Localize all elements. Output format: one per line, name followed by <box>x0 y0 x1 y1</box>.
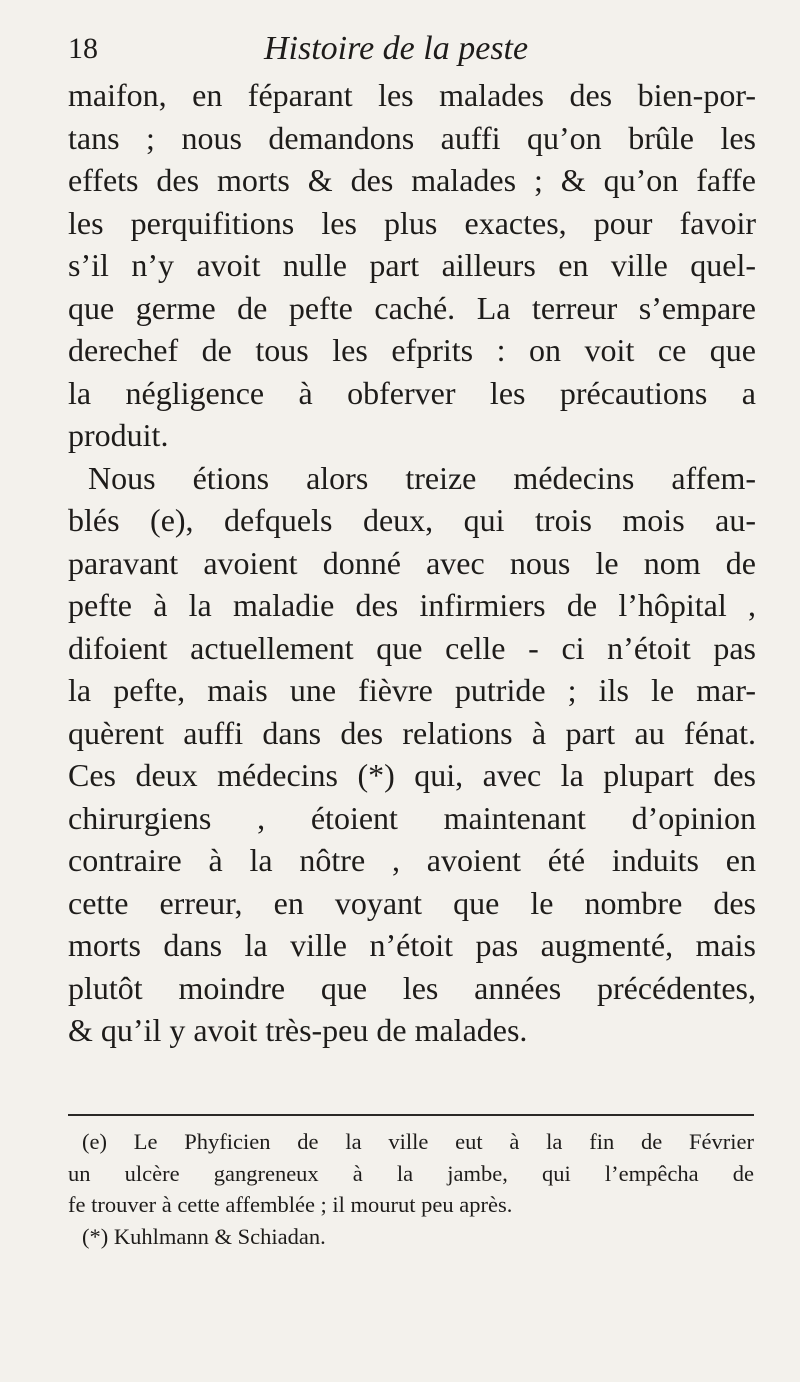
text-line: cette erreur, en voyant que le nombre des <box>68 884 756 921</box>
text-line: que germe de pefte caché. La terreur s’empare <box>68 289 756 326</box>
text-line: derechef de tous les efprits : on voit ce que <box>68 332 756 368</box>
text-line: les perquifitions les plus exactes, pour favoir <box>68 204 756 241</box>
text-line: blés (e), defquels deux, qui trois mois au- <box>68 502 756 538</box>
text-line: contraire à la nôtre , avoient été induits en <box>68 842 756 878</box>
text-line: produit. <box>68 417 169 453</box>
running-title: Histoire de la peste <box>264 30 529 67</box>
footnote-line: (e) Le Phyficien de la ville eut à la fin de Février <box>82 1129 754 1154</box>
text-line: quèrent auffi dans des relations à part au fénat. <box>68 714 756 751</box>
text-line: morts dans la ville n’étoit pas augmenté, mais <box>68 927 756 963</box>
text-line: & qu’il y avoit très-peu de malades. <box>68 1012 528 1048</box>
text-line: difoient actuellement que celle - ci n’étoit pas <box>68 629 756 666</box>
text-line: maifon, en féparant les malades des bien-por- <box>68 77 756 113</box>
text-line: la pefte, mais une fièvre putride ; ils le mar- <box>68 672 756 708</box>
body-text <box>68 74 756 1052</box>
text-line: la négligence à obferver les précautions a <box>68 374 756 411</box>
footnotes <box>68 1126 754 1252</box>
page-header <box>68 30 748 74</box>
text-line: s’il n’y avoit nulle part ailleurs en ville quel- <box>68 247 756 283</box>
text-line: Nous étions alors treize médecins affem- <box>88 459 756 496</box>
text-line: pefte à la maladie des infirmiers de l’hôpital , <box>68 587 756 623</box>
footnote-line: fe trouver à cette affemblée ; il mourut peu après. <box>68 1192 513 1217</box>
footnote-rule <box>68 1114 754 1116</box>
page-number: 18 <box>68 32 98 65</box>
text-line: plutôt moindre que les années précédentes, <box>68 969 756 1006</box>
footnote-line: (*) Kuhlmann & Schiadan. <box>82 1223 326 1249</box>
footnote-line: un ulcère gangreneux à la jambe, qui l’empêcha de <box>68 1160 754 1186</box>
text-line: chirurgiens , étoient maintenant d’opinion <box>68 799 756 836</box>
text-line: Ces deux médecins (*) qui, avec la plupart des <box>68 757 756 793</box>
text-line: paravant avoient donné avec nous le nom de <box>68 544 756 581</box>
text-line: tans ; nous demandons auffi qu’on brûle les <box>68 119 756 156</box>
text-line: effets des morts & des malades ; & qu’on faffe <box>68 162 756 198</box>
